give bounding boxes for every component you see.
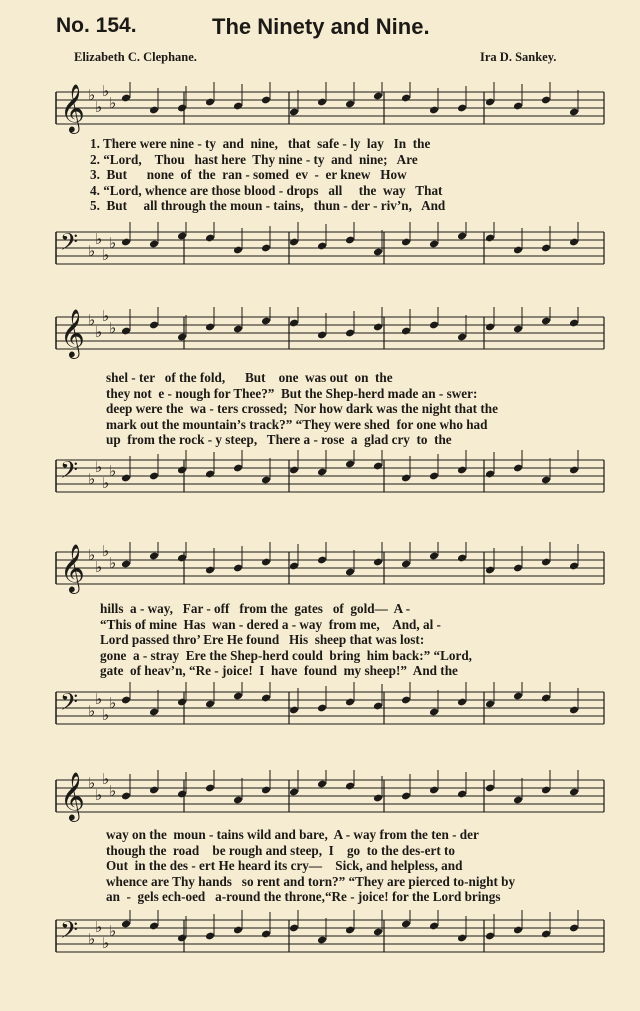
music-system-3	[48, 530, 608, 750]
lyric-line: hills a - way, Far - off from the gates of gold— A -	[100, 601, 411, 616]
lyrics-block-3	[100, 601, 640, 679]
hymn-header	[0, 0, 640, 70]
flat-icon: ♭	[102, 542, 110, 560]
bass-clef-icon: 𝄢	[60, 916, 79, 949]
flat-icon: ♭	[95, 458, 103, 476]
bass-staff-1	[48, 222, 608, 282]
lyrics-block-4	[106, 827, 640, 905]
flat-icon: ♭	[95, 786, 103, 804]
bass-staff-3	[48, 682, 608, 742]
flat-icon: ♭	[109, 922, 117, 940]
composer-credit: Ira D. Sankey.	[480, 50, 557, 64]
lyric-line: 3. But none of the ran - somed ev - er knew How	[90, 167, 407, 183]
flat-icon: ♭	[88, 86, 96, 104]
treble-clef-icon: 𝄞	[60, 308, 85, 357]
flat-icon: ♭	[88, 470, 96, 488]
flat-icon: ♭	[102, 934, 110, 952]
flat-icon: ♭	[88, 702, 96, 720]
flat-icon: ♭	[95, 230, 103, 248]
flat-icon: ♭	[88, 774, 96, 792]
lyric-line: Lord passed thro’ Ere He found His sheep that was lost:	[100, 632, 425, 648]
flat-icon: ♭	[95, 918, 103, 936]
lyric-line: deep were the wa - ters crossed; Nor how dark was the night that the	[106, 401, 498, 417]
flat-icon: ♭	[95, 558, 103, 576]
lyrics-block-2	[106, 370, 640, 448]
treble-staff-3	[48, 542, 608, 602]
flat-icon: ♭	[95, 98, 103, 116]
treble-clef-icon: 𝄞	[60, 771, 85, 820]
treble-staff-2	[48, 307, 608, 367]
flat-icon: ♭	[109, 94, 117, 112]
flat-icon: ♭	[109, 462, 117, 480]
hymn-title: The Ninety and Nine.	[212, 14, 430, 39]
hymn-number: No. 154.	[56, 14, 137, 37]
lyric-line: 4. “Lord, whence are those blood - drops all the way That	[90, 182, 443, 198]
music-system-4	[48, 758, 608, 998]
music-system-2	[48, 297, 608, 517]
lyric-line: way on the moun - tains wild and bare, A - way from the ten - der	[106, 827, 479, 842]
poet-credit: Elizabeth C. Clephane.	[74, 50, 197, 64]
lyric-line: an - gels ech-oed a-round the throne,“Re - joice! for the Lord brings	[106, 889, 501, 905]
flat-icon: ♭	[109, 554, 117, 572]
flat-icon: ♭	[102, 770, 110, 788]
lyric-line: though the road be rough and steep, I go to the des-ert to	[106, 842, 455, 858]
flat-icon: ♭	[109, 319, 117, 337]
flat-icon: ♭	[109, 782, 117, 800]
treble-clef-icon: 𝄞	[60, 543, 85, 592]
flat-icon: ♭	[95, 690, 103, 708]
lyric-line: they not e - nough for Thee?” But the Shep-herd made an - swer:	[106, 385, 478, 401]
flat-icon: ♭	[109, 694, 117, 712]
flat-icon: ♭	[102, 246, 110, 264]
flat-icon: ♭	[88, 242, 96, 260]
flat-icon: ♭	[102, 706, 110, 724]
lyric-line: 5. But all through the moun - tains, thun - der - riv’n, And	[90, 198, 446, 214]
lyric-line: gate of heav’n, “Re - joice! I have found my sheep!” And the	[100, 663, 458, 679]
lyric-line: “This of mine Has wan - dered a - way from me, And, al -	[100, 616, 441, 632]
lyric-line: up from the rock - y steep, There a - rose a glad cry to the	[106, 432, 452, 448]
bass-clef-icon: 𝄢	[60, 688, 79, 721]
treble-clef-icon: 𝄞	[60, 83, 85, 132]
flat-icon: ♭	[102, 307, 110, 325]
lyrics-block-1	[90, 136, 640, 214]
lyric-line: 1. There were nine - ty and nine, that safe - ly lay In the	[90, 136, 431, 151]
lyric-line: shel - ter of the fold, But one was out on the	[106, 370, 393, 385]
flat-icon: ♭	[88, 930, 96, 948]
lyric-line: mark out the mountain’s track?” “They were shed for one who had	[106, 416, 488, 432]
lyric-line: 2. “Lord, Thou hast here Thy nine - ty and nine; Are	[90, 151, 418, 167]
flat-icon: ♭	[109, 234, 117, 252]
bass-staff-4	[48, 910, 608, 970]
bass-clef-icon: 𝄢	[60, 228, 79, 261]
bass-staff-2	[48, 450, 608, 510]
music-system-1	[48, 62, 608, 282]
flat-icon: ♭	[88, 546, 96, 564]
flat-icon: ♭	[88, 311, 96, 329]
lyric-line: gone a - stray Ere the Shep-herd could bring him back:” “Lord,	[100, 647, 472, 663]
lyric-line: whence are Thy hands so rent and torn?” “They are pierced to-night by	[106, 873, 516, 889]
treble-staff-1	[48, 82, 608, 142]
bass-clef-icon: 𝄢	[60, 456, 79, 489]
flat-icon: ♭	[95, 323, 103, 341]
treble-staff-4	[48, 770, 608, 830]
flat-icon: ♭	[102, 474, 110, 492]
flat-icon: ♭	[102, 82, 110, 100]
lyric-line: Out in the des - ert He heard its cry— Sick, and helpless, and	[106, 858, 463, 874]
